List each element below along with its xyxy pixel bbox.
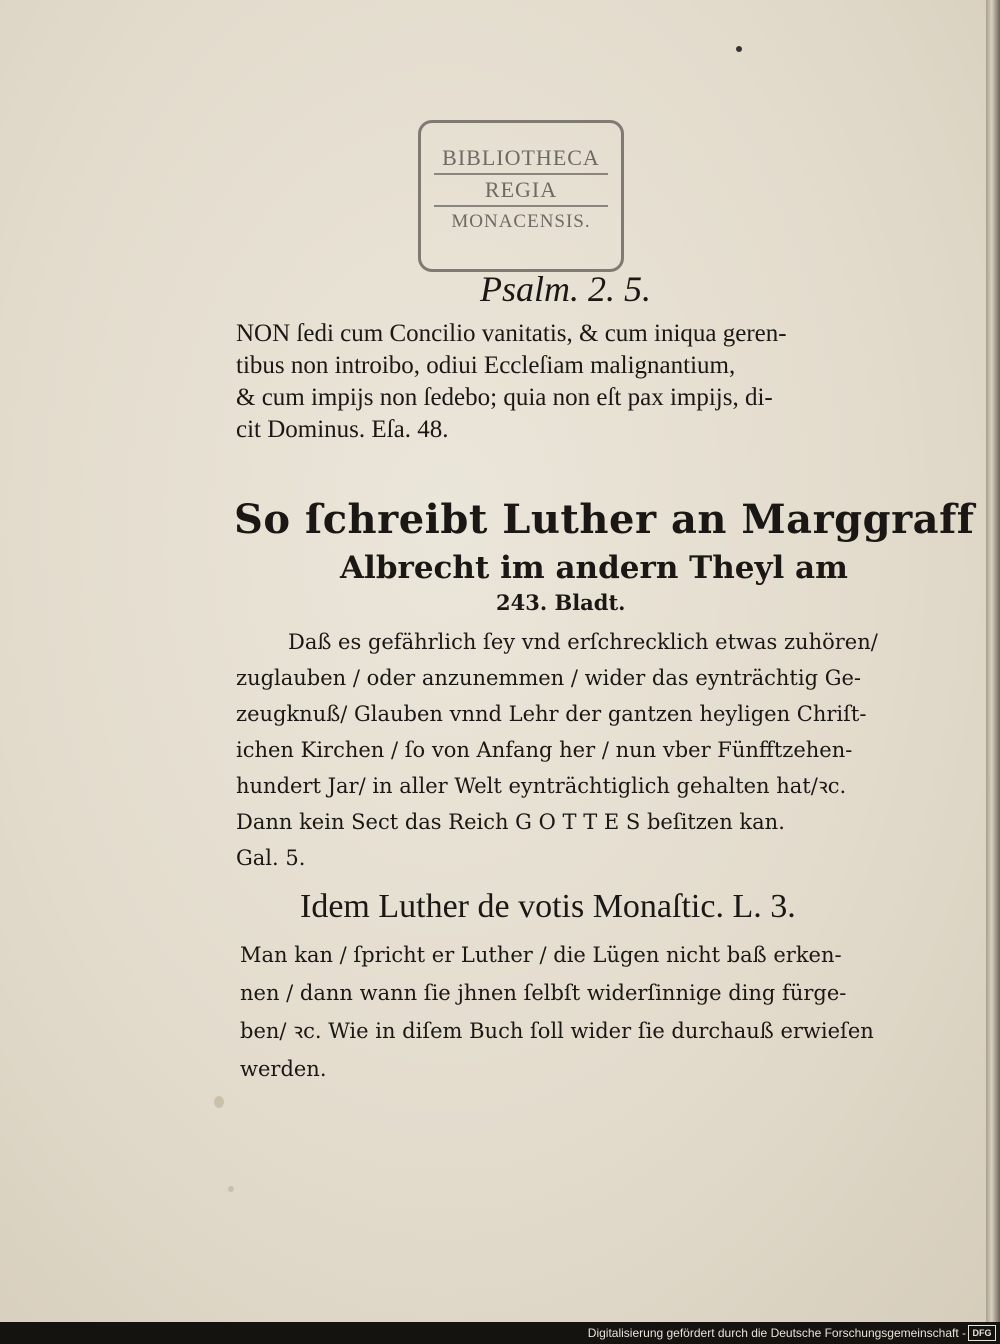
page-edge xyxy=(986,0,1000,1322)
ink-dot xyxy=(736,46,742,52)
stamp-line-3: MONACENSIS. xyxy=(434,205,608,237)
latin-line: & cum impijs non ſedebo; quia non eſt pax impijs, di- xyxy=(236,384,773,411)
latin-line: tibus non introibo, odiui Eccleſiam malignantium, xyxy=(236,352,736,379)
psalm-reference: Psalm. 2. 5. xyxy=(480,269,651,309)
body-line: Daß es gefährlich ſey vnd erſchrecklich etwas zuhören/ xyxy=(288,630,878,654)
footer-bar xyxy=(0,1322,1000,1344)
foxing-spot xyxy=(228,1186,234,1192)
body-line: werden. xyxy=(240,1057,327,1081)
latin-quote xyxy=(236,318,896,446)
funding-credit: Digitalisierung gefördert durch die Deutsche Forschungsgemeinschaft - xyxy=(587,1326,966,1340)
stamp-line-2: REGIA xyxy=(484,177,558,202)
body-line: zuglauben / oder anzunemmen / wider das eyntrӓchtig Ge- xyxy=(236,666,861,690)
latin-line: cit Dominus. Eſa. 48. xyxy=(236,416,449,443)
body-line: nen / dann wann ſie jhnen ſelbſt widerſinnige ding fürge- xyxy=(240,981,847,1005)
body-line: ben/ ꝛc. Wie in diſem Buch ſoll wider ſie durchauß erwieſen xyxy=(240,1019,874,1043)
latin-line: NON ſedi cum Concilio vanitatis, & cum iniqua geren- xyxy=(236,320,787,347)
body-line: ichen Kirchen / ſo von Anfang her / nun vber Fünfftzehen- xyxy=(236,738,853,762)
body-line: Dann kein Sect das Reich G O T T E S beſitzen kan. xyxy=(236,810,785,834)
body-line: Gal. 5. xyxy=(236,846,306,870)
body-line: hundert Jar/ in aller Welt eyntrӓchtiglich gehalten hat/ꝛc. xyxy=(236,774,847,798)
dfg-logo: DFG xyxy=(968,1325,996,1341)
body-line: zeugknuß/ Glauben vnnd Lehr der gantzen heyligen Chriſt- xyxy=(236,702,867,726)
library-stamp xyxy=(418,120,624,272)
body-line: Man kan / ſpricht er Luther / die Lügen nicht baß erken- xyxy=(240,943,842,967)
section-heading-line-3: 243. Bladt. xyxy=(496,590,626,615)
stamp-line-1: BIBLIOTHECA xyxy=(434,143,608,175)
subheading: Idem Luther de votis Monaſtic. L. 3. xyxy=(300,888,796,925)
foxing-spot xyxy=(214,1096,224,1108)
body-paragraph-2 xyxy=(240,936,900,1088)
section-heading: So ſchreibt Luther an Marggraff xyxy=(234,496,975,543)
body-paragraph-1 xyxy=(236,624,896,876)
section-heading-line-2: Albrecht im andern Theyl am xyxy=(340,550,848,586)
